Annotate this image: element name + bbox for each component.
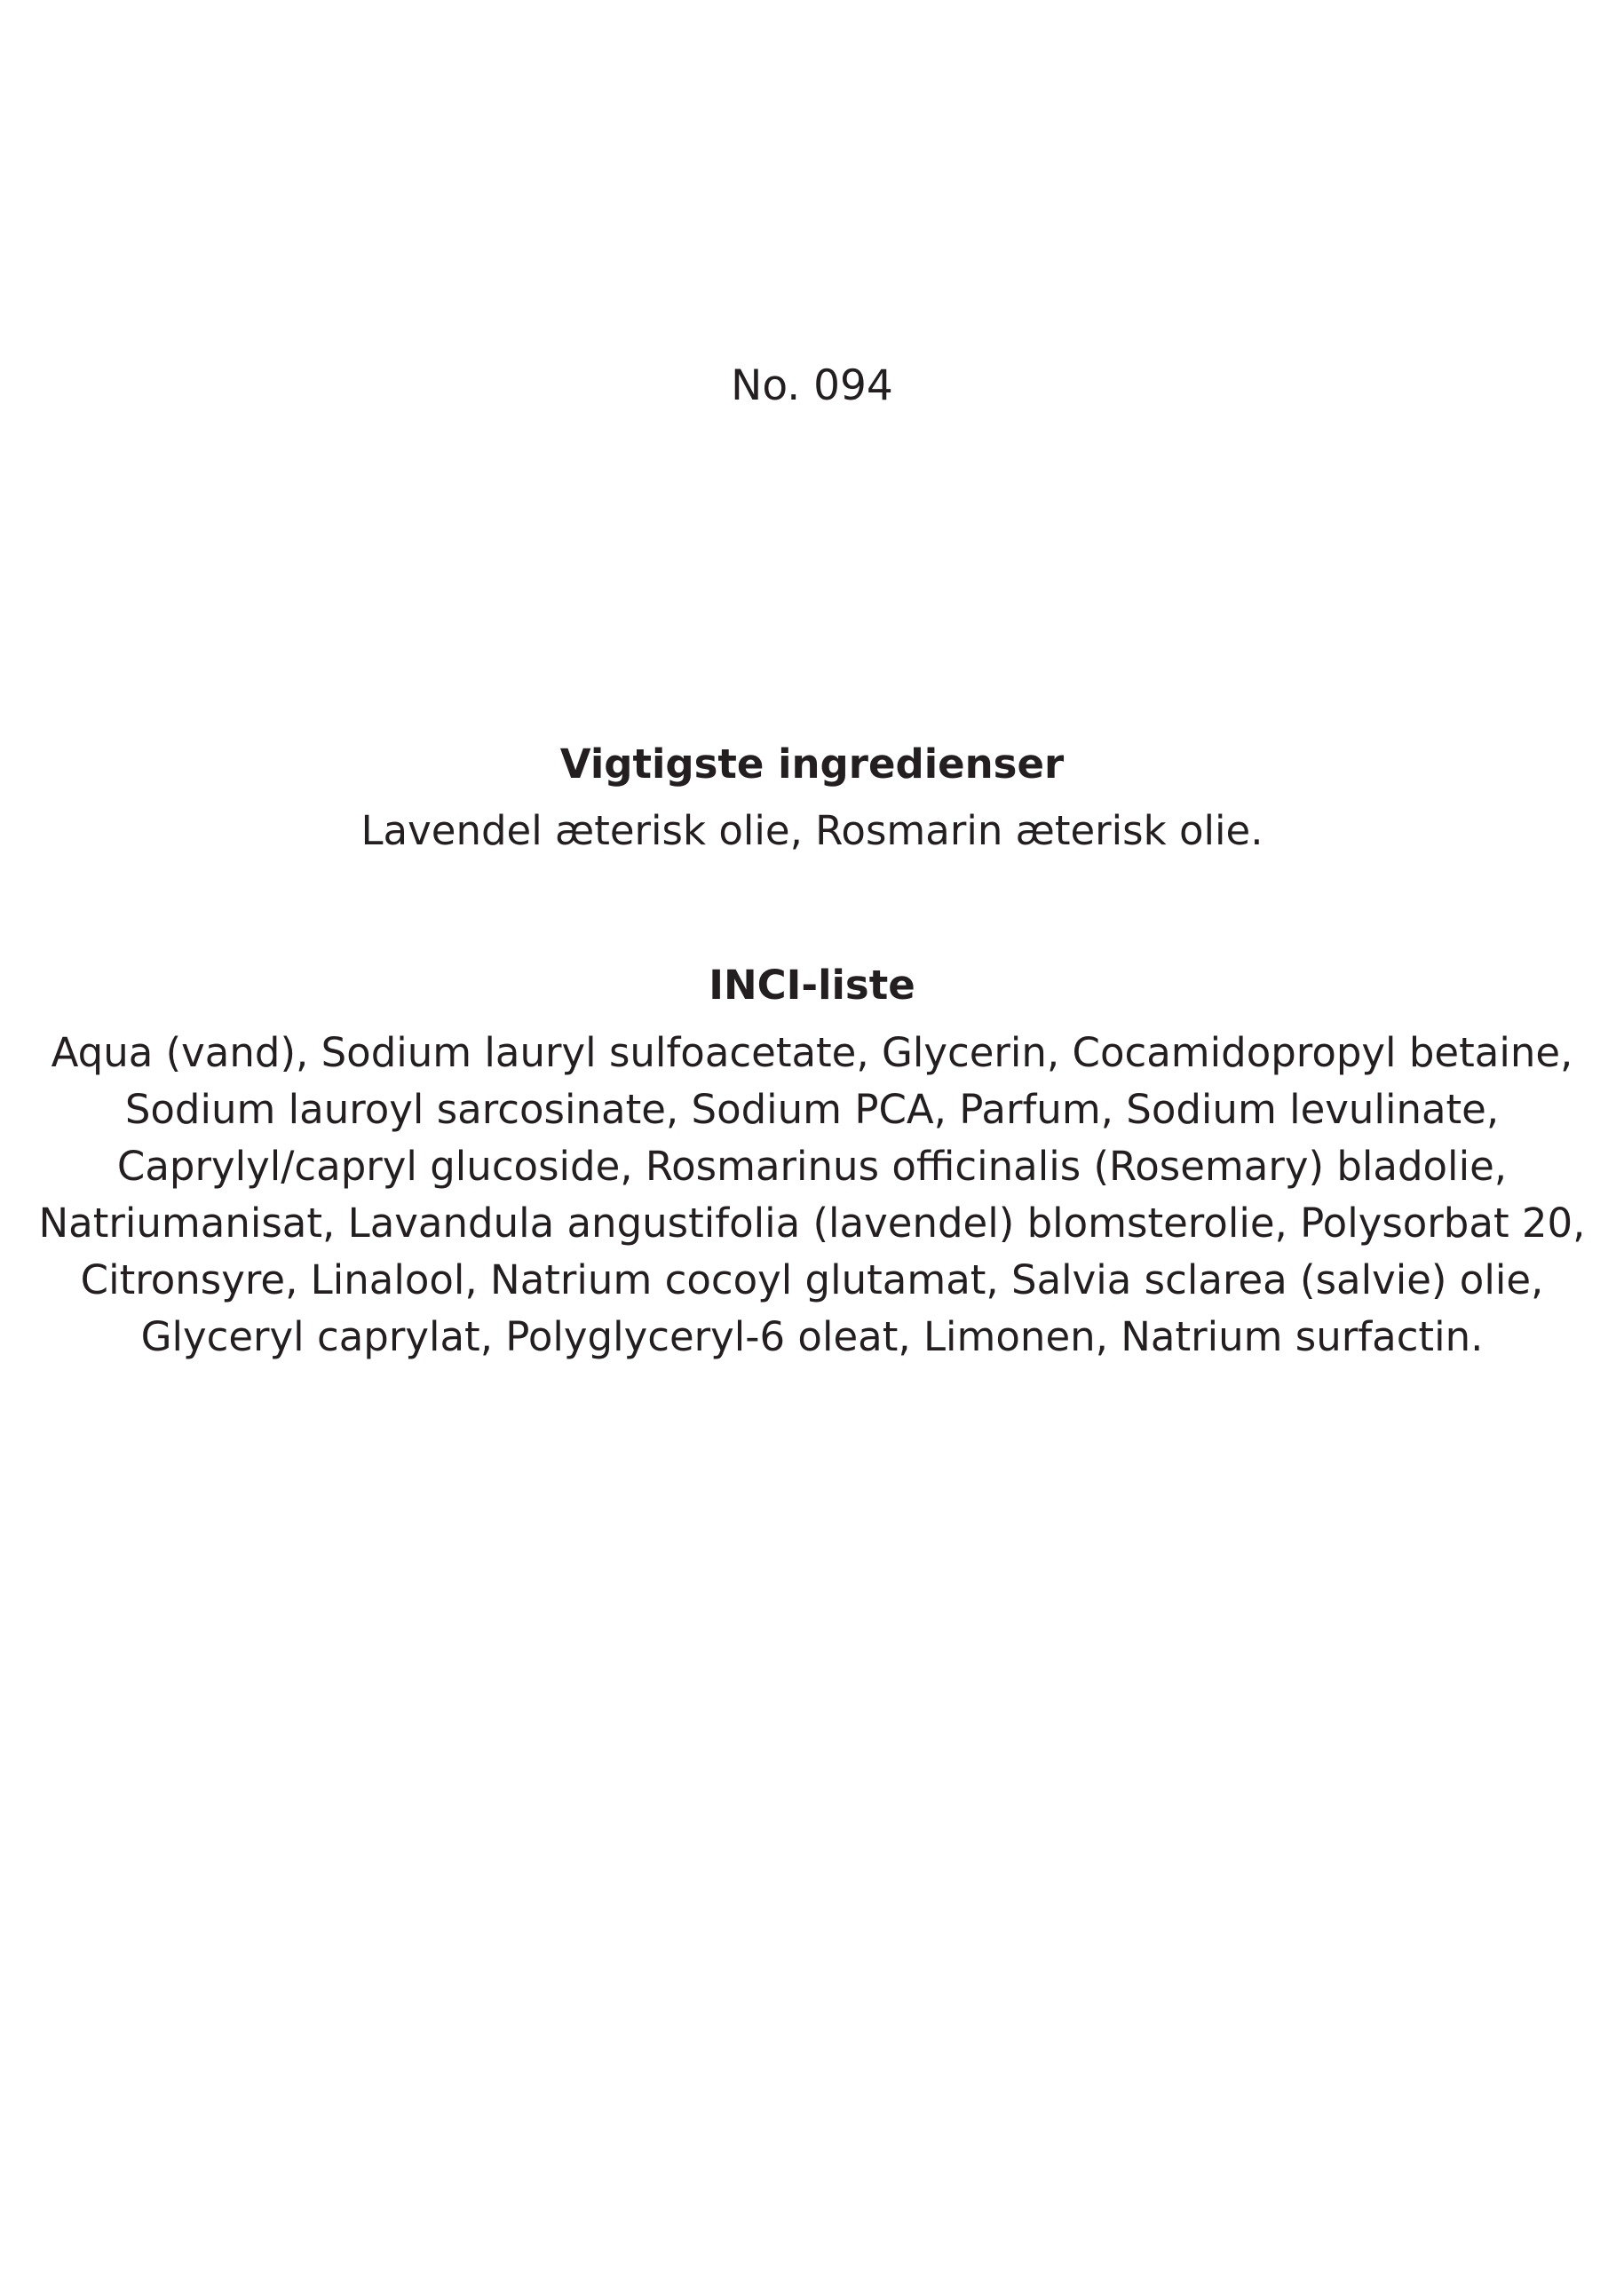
key-ingredients-section [25,738,1599,859]
inci-list-section [25,959,1599,1366]
inci-list-heading: INCI-liste [709,961,915,1009]
key-ingredients-heading: Vigtigste ingredienser [559,741,1065,788]
inci-list-text: Aqua (vand), Sodium lauryl sulfoacetate, Glycerin, Cocamidopropyl betaine, Sodium lauroyl sarcosinate, Sodium PCA, Parfum, Sodium levulinate, Caprylyl/capryl glucoside, Rosmarinus officinalis (Rosemary) bladolie, Natriumanisat, Lavandula angustifolia (lavendel) blomsterolie, Polysorbat 20, Citronsyre, Linalool, Natrium cocoyl glutamat, Salvia sclarea (salvie) olie, Glyceryl caprylat, Polyglyceryl-6 oleat, Limonen, Natrium surfactin. [38,1029,1586,1360]
key-ingredients-text: Lavendel æterisk olie, Rosmarin æterisk olie. [360,806,1264,854]
product-number: No. 094 [731,361,893,410]
